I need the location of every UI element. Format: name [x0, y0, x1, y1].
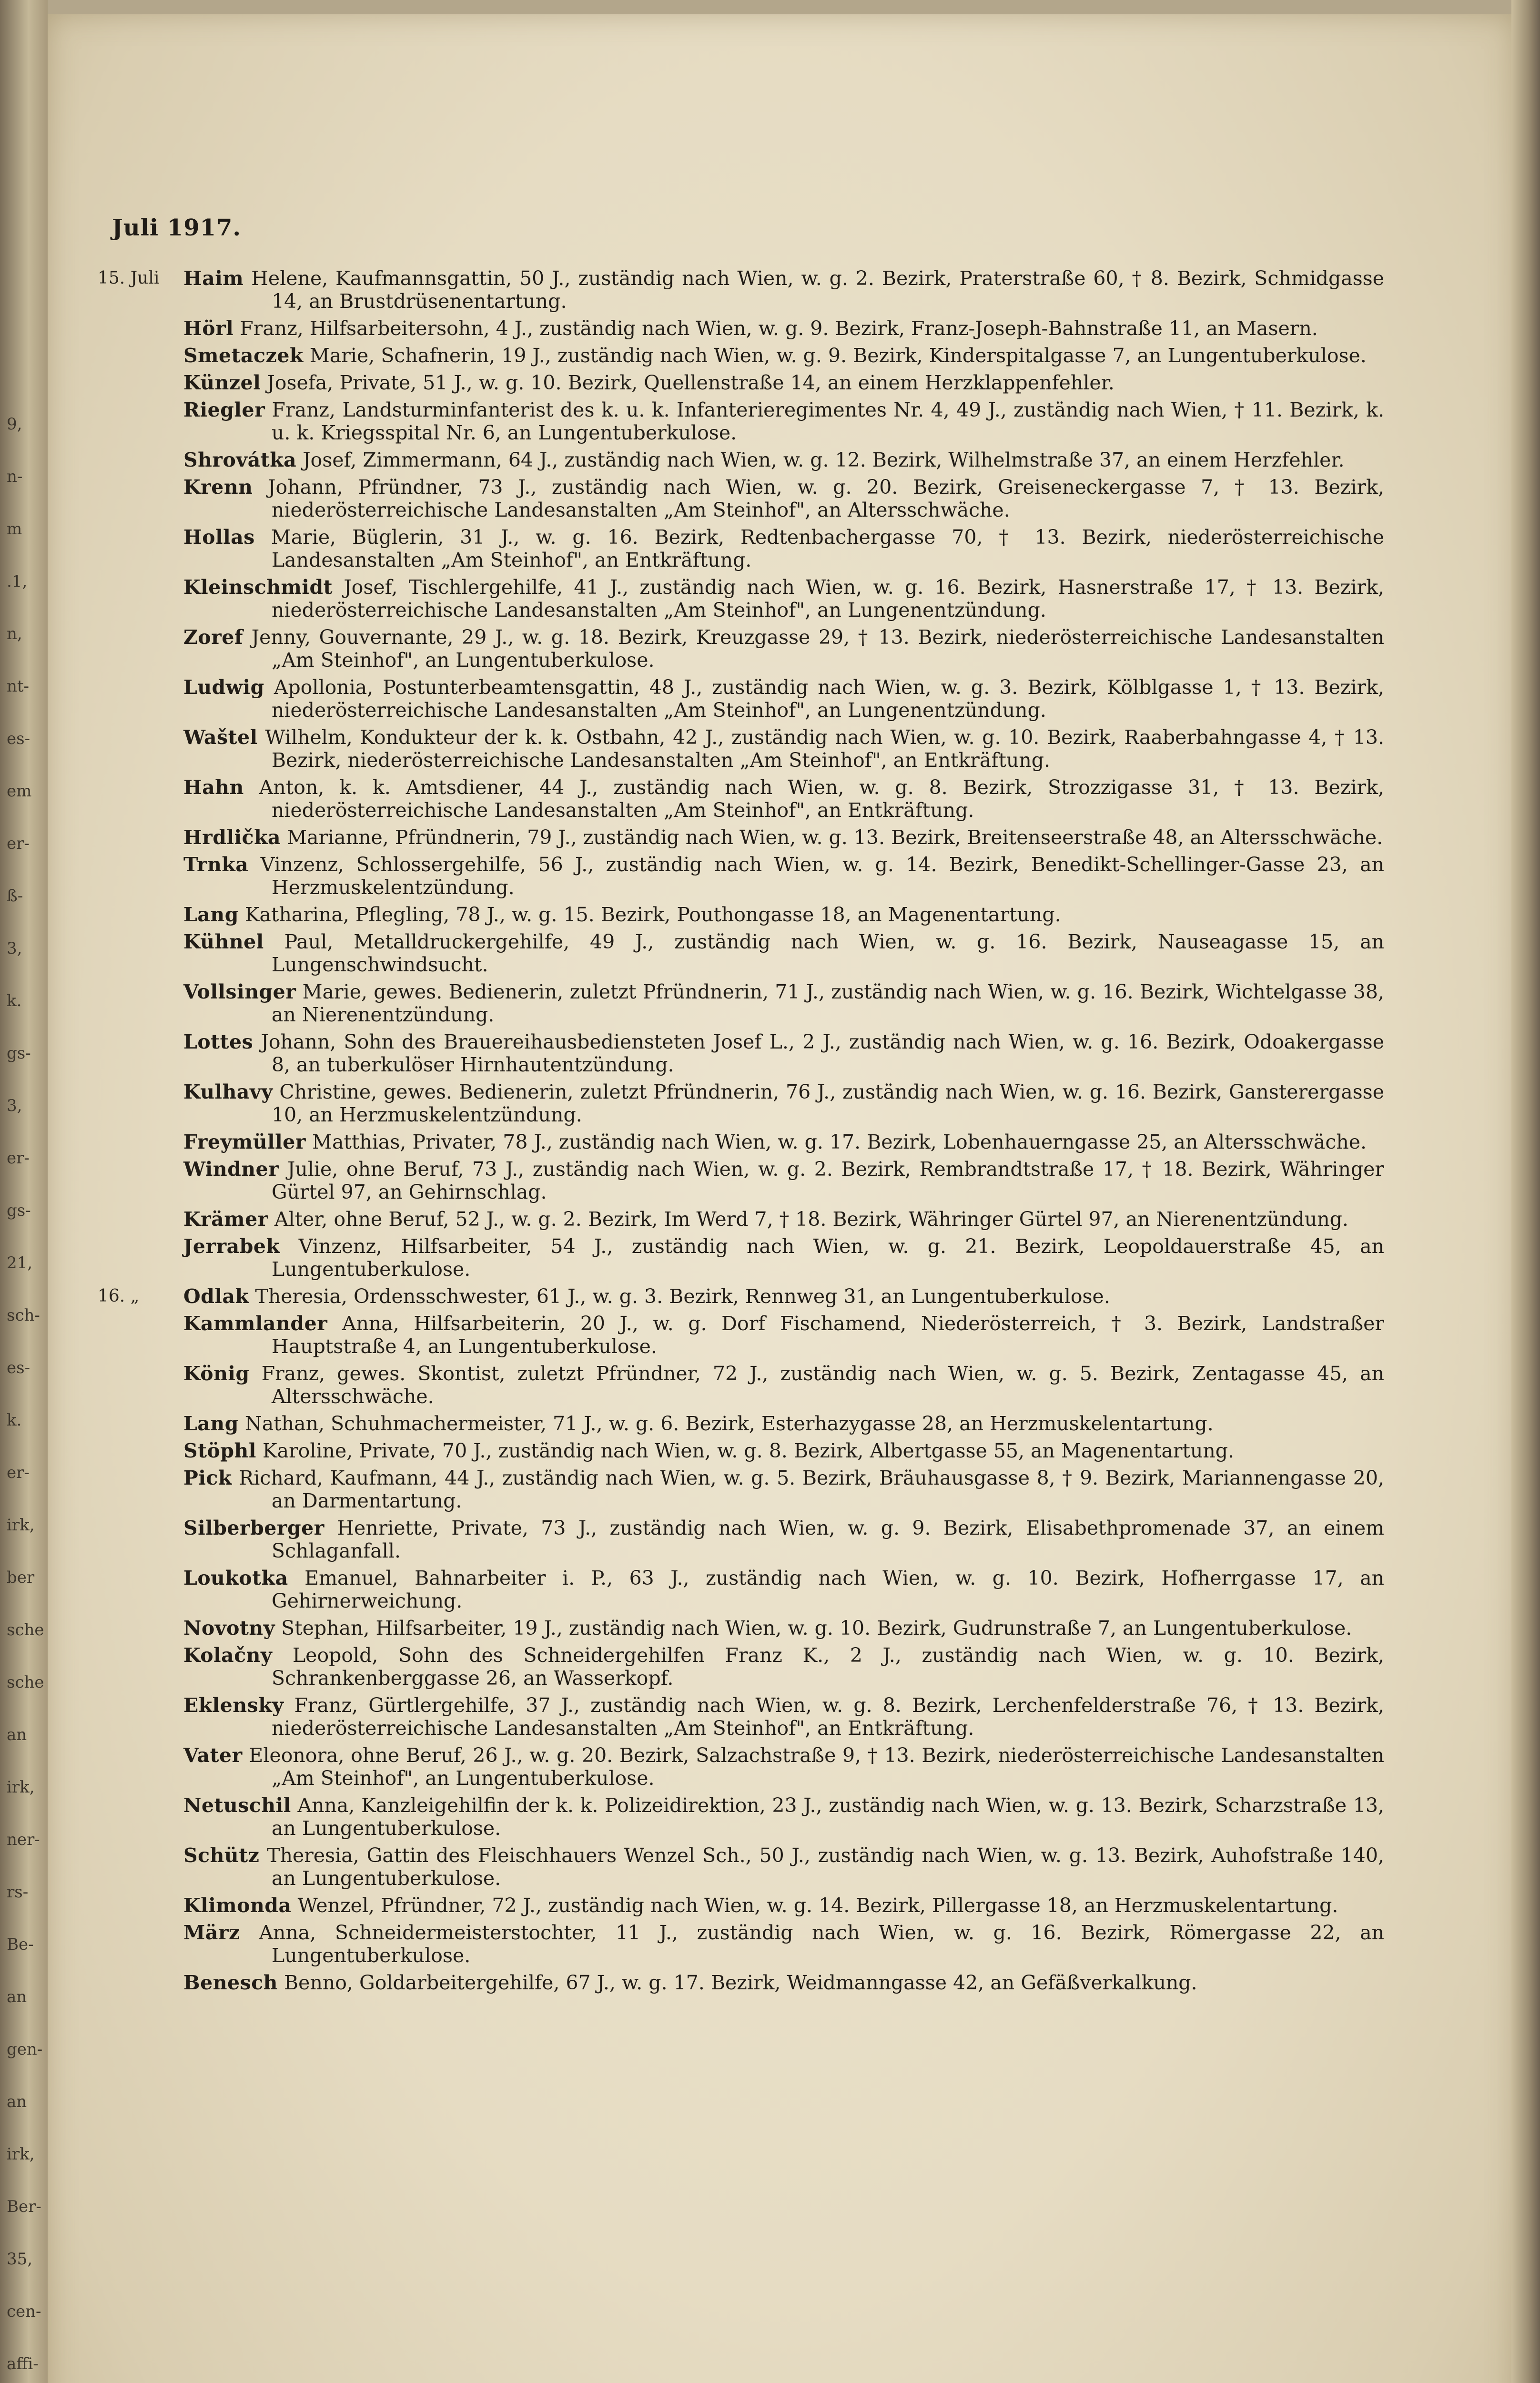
entry-surname: Kleinschmidt	[183, 576, 333, 599]
entry-date	[98, 1567, 183, 1612]
entry-text: Alter, ohne Beruf, 52 J., w. g. 2. Bezirk, Im Werd 7, † 18. Bezirk, Währinger Gürtel 97, an Nierenentzündung.	[274, 1208, 1348, 1231]
entry-text: Anna, Schneidermeisterstochter, 11 J., zuständig nach Wien, w. g. 16. Bezirk, Römergasse 22, an Lungentuberkulose.	[259, 1921, 1384, 1967]
entry-date	[98, 1744, 183, 1790]
entry-surname: Freymüller	[183, 1130, 306, 1153]
register-entry	[98, 1362, 1384, 1408]
prev-page-fragment: nt-	[7, 677, 30, 696]
prev-page-fragment: Ber-	[7, 2197, 41, 2216]
entry-text: Paul, Metalldruckergehilfe, 49 J., zuständig nach Wien, w. g. 16. Bezirk, Nauseagasse 15, an Lungenschwindsucht.	[272, 930, 1384, 976]
entry-text: Emanuel, Bahnarbeiter i. P., 63 J., zuständig nach Wien, w. g. 10. Bezirk, Hofherrgasse 17, an Gehirnerweichung.	[272, 1567, 1384, 1612]
entry-text: Apollonia, Postunterbeamtensgattin, 48 J., zuständig nach Wien, w. g. 3. Bezirk, Kölblgasse 1, † 13. Bezirk, niederösterreichische Landesanstalten „Am Steinhof", an Lungenentzündung.	[272, 676, 1384, 722]
register-entry	[98, 1617, 1384, 1640]
entry-body	[183, 1517, 1384, 1562]
entry-surname: Lottes	[183, 1030, 253, 1053]
entry-surname: Vollsinger	[183, 980, 296, 1003]
entry-body	[183, 726, 1384, 772]
prev-page-fragment: irk,	[7, 1778, 35, 1797]
entry-text: Anna, Kanzleigehilfin der k. k. Polizeidirektion, 23 J., zuständig nach Wien, w. g. 13. Bezirk, Scharzstraße 13, an Lungentuberkulose.	[272, 1794, 1384, 1840]
prev-page-fragment: sch-	[7, 1306, 40, 1325]
prev-page-fragment: sche	[7, 1620, 44, 1640]
entry-body	[183, 1617, 1384, 1640]
entry-text: Richard, Kaufmann, 44 J., zuständig nach Wien, w. g. 5. Bezirk, Bräuhausgasse 8, † 9. Bezirk, Mariannengasse 20, an Darmentartung.	[239, 1466, 1384, 1512]
entry-text: Vinzenz, Hilfsarbeiter, 54 J., zuständig nach Wien, w. g. 21. Bezirk, Leopoldauerstraße 45, an Lungentuberkulose.	[272, 1235, 1384, 1281]
register-entry	[98, 1285, 1384, 1308]
entry-body	[183, 371, 1384, 394]
prev-page-fragment: er-	[7, 1149, 30, 1168]
register-entry	[98, 1312, 1384, 1358]
entry-surname: Hörl	[183, 317, 234, 340]
entry-body	[183, 1439, 1384, 1462]
entry-date	[98, 1894, 183, 1917]
entry-text: Johann, Pfründner, 73 J., zuständig nach Wien, w. g. 20. Bezirk, Greiseneckergasse 7, † 13. Bezirk, niederösterreichische Landesanstalten „Am Steinhof", an Altersschwäche.	[268, 476, 1384, 521]
entry-date: 16. „	[98, 1286, 140, 1306]
entry-date	[98, 1030, 183, 1076]
entry-body	[183, 1362, 1384, 1408]
register-entry	[98, 1921, 1384, 1967]
entry-text: Marie, Schafnerin, 19 J., zuständig nach Wien, w. g. 9. Bezirk, Kinderspitalgasse 7, an Lungentuberkulose.	[309, 344, 1367, 367]
prev-page-fragment: Be-	[7, 1935, 34, 1954]
register-entry	[98, 371, 1384, 394]
entry-surname: Kammlander	[183, 1312, 328, 1335]
prev-page-fragment: 3,	[7, 1096, 22, 1115]
entry-surname: Zoref	[183, 626, 243, 649]
entry-date	[98, 776, 183, 822]
prev-page-fragment: sche	[7, 1673, 44, 1692]
entry-text: Marianne, Pfründnerin, 79 J., zuständig nach Wien, w. g. 13. Bezirk, Breitenseerstraße 48, an Altersschwäche.	[287, 826, 1383, 849]
register-entry	[98, 1694, 1384, 1740]
register-entry	[98, 344, 1384, 367]
entry-body	[183, 1694, 1384, 1740]
prev-page-fragment: es-	[7, 729, 30, 748]
entry-surname: Benesch	[183, 1971, 278, 1994]
register-entry	[98, 267, 1384, 313]
entry-date	[98, 1412, 183, 1435]
prev-page-fragment: m	[7, 519, 22, 539]
prev-page-fragment: er-	[7, 1463, 30, 1482]
entry-text: Nathan, Schuhmachermeister, 71 J., w. g. 6. Bezirk, Esterhazygasse 28, an Herzmuskelentartung.	[244, 1412, 1214, 1435]
entry-surname: Smetaczek	[183, 344, 304, 367]
entry-date	[98, 1794, 183, 1840]
prev-page-fragment: gs-	[7, 1044, 31, 1063]
entry-text: Josefa, Private, 51 J., w. g. 10. Bezirk, Quellenstraße 14, an einem Herzklappenfehler.	[267, 371, 1114, 394]
register-entry	[98, 1235, 1384, 1281]
register-entry	[98, 1208, 1384, 1231]
entry-body	[183, 1235, 1384, 1281]
entry-surname: Eklensky	[183, 1694, 284, 1717]
entry-surname: Novotny	[183, 1617, 275, 1640]
entry-body	[183, 930, 1384, 976]
entry-surname: Schütz	[183, 1844, 260, 1867]
prev-page-fragment: ner-	[7, 1830, 40, 1849]
entry-surname: Lang	[183, 903, 239, 926]
entry-body	[183, 1158, 1384, 1203]
entry-date	[98, 930, 183, 976]
prev-page-fragment: gen-	[7, 2040, 43, 2059]
entry-text: Josef, Tischlergehilfe, 41 J., zuständig nach Wien, w. g. 16. Bezirk, Hasnerstraße 17, † 13. Bezirk, niederösterreichische Landesanstalten „Am Steinhof", an Lungenentzündung.	[272, 576, 1384, 621]
register-entry	[98, 1080, 1384, 1126]
entry-body	[183, 344, 1384, 367]
entry-date	[98, 826, 183, 849]
entry-body	[183, 676, 1384, 722]
entry-text: Marie, gewes. Bedienerin, zuletzt Pfründnerin, 71 J., zuständig nach Wien, w. g. 16. Bezirk, Wichtelgasse 38, an Nierenentzündung.	[272, 980, 1384, 1026]
entry-surname: Hrdlička	[183, 826, 281, 849]
prev-page-fragment: es-	[7, 1358, 30, 1377]
prev-page-fragment: irk,	[7, 1516, 35, 1535]
entry-surname: Silberberger	[183, 1517, 324, 1539]
entry-text: Leopold, Sohn des Schneidergehilfen Franz K., 2 J., zuständig nach Wien, w. g. 10. Bezirk, Schrankenberggasse 26, an Wasserkopf.	[272, 1644, 1384, 1690]
entry-date	[98, 1971, 183, 1994]
entry-date	[98, 1208, 183, 1231]
entry-date	[98, 1362, 183, 1408]
entry-text: Wilhelm, Kondukteur der k. k. Ostbahn, 42 J., zuständig nach Wien, w. g. 10. Bezirk, Raaberbahngasse 4, † 13. Bezirk, niederösterreichische Landesanstalten „Am Steinhof", an Entkräftung.	[265, 726, 1384, 772]
entry-surname: Netuschil	[183, 1794, 291, 1817]
prev-page-fragment: ber	[7, 1568, 35, 1587]
register-entry	[98, 903, 1384, 926]
register-entry	[98, 1567, 1384, 1612]
entry-body	[183, 1130, 1384, 1153]
entry-body	[183, 1794, 1384, 1840]
register-entry	[98, 526, 1384, 571]
register-entry	[98, 398, 1384, 444]
entry-surname: Pick	[183, 1466, 232, 1489]
entry-text: Karoline, Private, 70 J., zuständig nach Wien, w. g. 8. Bezirk, Albertgasse 55, an Magenentartung.	[263, 1439, 1235, 1462]
entry-surname: Kolačny	[183, 1644, 273, 1667]
entry-text: Eleonora, ohne Beruf, 26 J., w. g. 20. Bezirk, Salzachstraße 9, † 13. Bezirk, niederösterreichische Landesanstalten „Am Steinhof", an Lungentuberkulose.	[249, 1744, 1384, 1790]
entry-surname: Hahn	[183, 776, 244, 799]
prev-page-fragment: 9,	[7, 415, 22, 434]
entry-date	[98, 526, 183, 571]
register-entry	[98, 317, 1384, 340]
entry-body	[183, 317, 1384, 340]
entry-text: Henriette, Private, 73 J., zuständig nach Wien, w. g. 9. Bezirk, Elisabethpromenade 37, an einem Schlaganfall.	[272, 1517, 1384, 1562]
prev-page-fragment: an	[7, 2092, 27, 2111]
entry-date	[98, 1312, 183, 1358]
register-entry	[98, 1158, 1384, 1203]
register-entry	[98, 1517, 1384, 1562]
prev-page-fragment: rs-	[7, 1883, 29, 1902]
entry-text: Franz, Landsturminfanterist des k. u. k. Infanterieregimentes Nr. 4, 49 J., zuständig nach Wien, † 11. Bezirk, k. u. k. Kriegsspital Nr. 6, an Lungentuberkulose.	[272, 398, 1384, 444]
entry-surname: Haim	[183, 267, 244, 290]
book-edge	[1511, 0, 1540, 2383]
register-entry	[98, 1844, 1384, 1890]
register-entry	[98, 448, 1384, 471]
entry-surname: Kühnel	[183, 930, 264, 953]
entry-body	[183, 1412, 1384, 1435]
entry-date	[98, 1617, 183, 1640]
entry-date	[98, 626, 183, 672]
register-entry	[98, 1794, 1384, 1840]
prev-page-fragment: 21,	[7, 1253, 33, 1273]
entry-date	[98, 980, 183, 1026]
entry-body	[183, 1080, 1384, 1126]
entry-text: Jenny, Gouvernante, 29 J., w. g. 18. Bezirk, Kreuzgasse 29, † 13. Bezirk, niederösterreichische Landesanstalten „Am Steinhof", an Lungentuberkulose.	[251, 626, 1384, 672]
register-entry	[98, 1466, 1384, 1512]
entry-body	[183, 1921, 1384, 1967]
entry-text: Stephan, Hilfsarbeiter, 19 J., zuständig nach Wien, w. g. 10. Bezirk, Gudrunstraße 7, an Lungentuberkulose.	[281, 1617, 1352, 1640]
prev-page-fragment: gs-	[7, 1201, 31, 1220]
entry-body	[183, 1567, 1384, 1612]
entry-body	[183, 853, 1384, 899]
entry-body	[183, 1312, 1384, 1358]
entry-text: Franz, Hilfsarbeitersohn, 4 J., zuständig nach Wien, w. g. 9. Bezirk, Franz-Joseph-Bahnstraße 11, an Masern.	[240, 317, 1318, 340]
prev-page-fragment: irk,	[7, 2145, 35, 2164]
entry-date	[98, 1844, 183, 1890]
entry-date	[98, 448, 183, 471]
entry-body	[183, 476, 1384, 521]
register-entry	[98, 1030, 1384, 1076]
prev-page-fragment: .1,	[7, 572, 28, 591]
entry-surname: Odlak	[183, 1285, 249, 1308]
register-entry	[98, 676, 1384, 722]
entry-date	[98, 344, 183, 367]
entry-body	[183, 398, 1384, 444]
entry-body	[183, 1894, 1384, 1917]
entry-body	[183, 1208, 1384, 1231]
prev-page-fragment: 35,	[7, 2250, 33, 2269]
register-entry	[98, 776, 1384, 822]
entry-text: Wenzel, Pfründner, 72 J., zuständig nach Wien, w. g. 14. Bezirk, Pillergasse 18, an Herzmuskelentartung.	[297, 1894, 1338, 1917]
register-entry	[98, 1744, 1384, 1790]
entry-date	[98, 1466, 183, 1512]
register-entry	[98, 476, 1384, 521]
prev-page-fragment: k.	[7, 991, 22, 1010]
prev-page-fragment: affi-	[7, 2354, 39, 2373]
entry-text: Anna, Hilfsarbeiterin, 20 J., w. g. Dorf Fischamend, Niederösterreich, † 3. Bezirk, Landstraßer Hauptstraße 4, an Lungentuberkulose.	[272, 1312, 1384, 1358]
entry-surname: März	[183, 1921, 240, 1944]
register-entry	[98, 930, 1384, 976]
entry-body	[183, 1285, 1384, 1308]
entry-body	[183, 903, 1384, 926]
entry-surname: Krämer	[183, 1208, 268, 1231]
entry-text: Anton, k. k. Amtsdiener, 44 J., zuständig nach Wien, w. g. 8. Bezirk, Strozzigasse 31, † 13. Bezirk, niederösterreichische Landesanstalten „Am Steinhof", an Entkräftung.	[259, 776, 1384, 822]
prev-page-fragment: er-	[7, 834, 30, 853]
entry-body	[183, 448, 1384, 471]
entry-date: 15. Juli	[98, 268, 160, 288]
entry-text: Helene, Kaufmannsgattin, 50 J., zuständig nach Wien, w. g. 2. Bezirk, Praterstraße 60, † 8. Bezirk, Schmidgasse 14, an Brustdrüsenentartung.	[251, 267, 1384, 313]
entry-surname: Vater	[183, 1744, 243, 1767]
entry-date	[98, 1439, 183, 1462]
entry-date	[98, 1517, 183, 1562]
register-entry	[98, 980, 1384, 1026]
prev-page-fragment: an	[7, 1725, 27, 1744]
entry-text: Theresia, Gattin des Fleischhauers Wenzel Sch., 50 J., zuständig nach Wien, w. g. 13. Bezirk, Auhofstraße 140, an Lungentuberkulose.	[267, 1844, 1384, 1890]
entry-surname: Jerrabek	[183, 1235, 280, 1258]
register-entry	[98, 1971, 1384, 1994]
entry-surname: Waštel	[183, 726, 258, 749]
prev-page-fragment: an	[7, 1987, 27, 2006]
entry-body	[183, 626, 1384, 672]
entry-date	[98, 476, 183, 521]
entry-body	[183, 1466, 1384, 1512]
register-entry	[98, 826, 1384, 849]
prev-page-fragment: em	[7, 782, 32, 801]
entry-surname: Lang	[183, 1412, 239, 1435]
register-entry	[98, 1412, 1384, 1435]
entry-body	[183, 526, 1384, 571]
entry-text: Julie, ohne Beruf, 73 J., zuständig nach Wien, w. g. 2. Bezirk, Rembrandtstraße 17, † 18. Bezirk, Währinger Gürtel 97, an Gehirnschlag.	[272, 1158, 1384, 1203]
register-entry	[98, 1439, 1384, 1462]
entry-text: Benno, Goldarbeitergehilfe, 67 J., w. g. 17. Bezirk, Weidmanngasse 42, an Gefäßverkalkung.	[284, 1971, 1197, 1994]
register-entry	[98, 853, 1384, 899]
entry-body	[183, 576, 1384, 621]
entry-date	[98, 317, 183, 340]
prev-page-fragment: cen-	[7, 2302, 41, 2321]
entry-surname: Klimonda	[183, 1894, 292, 1917]
entry-surname: Trnka	[183, 853, 249, 876]
entry-text: Johann, Sohn des Brauereihausbediensteten Josef L., 2 J., zuständig nach Wien, w. g. 16. Bezirk, Odoakergasse 8, an tuberkulöser Hirnhautentzündung.	[261, 1030, 1384, 1076]
prev-page-fragment: 3,	[7, 939, 22, 958]
entry-text: Theresia, Ordensschwester, 61 J., w. g. 3. Bezirk, Rennweg 31, an Lungentuberkulose.	[255, 1285, 1110, 1308]
entry-text: Josef, Zimmermann, 64 J., zuständig nach Wien, w. g. 12. Bezirk, Wilhelmstraße 37, an einem Herzfehler.	[303, 448, 1345, 471]
entry-body	[183, 826, 1384, 849]
register-entry	[98, 576, 1384, 621]
entry-body	[183, 1030, 1384, 1076]
entry-text: Matthias, Privater, 78 J., zuständig nach Wien, w. g. 17. Bezirk, Lobenhauerngasse 25, an Altersschwäche.	[312, 1130, 1367, 1153]
register-entry	[98, 1644, 1384, 1690]
death-register-entries	[98, 267, 1384, 1998]
entry-date	[98, 576, 183, 621]
entry-body	[183, 1971, 1384, 1994]
register-entry	[98, 1130, 1384, 1153]
entry-body	[183, 267, 1384, 313]
entry-date	[98, 1080, 183, 1126]
entry-body	[183, 776, 1384, 822]
register-entry	[98, 1894, 1384, 1917]
entry-date	[98, 1130, 183, 1153]
entry-date	[98, 676, 183, 722]
entry-surname: Windner	[183, 1158, 279, 1181]
entry-date	[98, 1921, 183, 1967]
prev-page-fragment: ß-	[7, 886, 23, 906]
entry-date	[98, 398, 183, 444]
entry-text: Christine, gewes. Bedienerin, zuletzt Pfründnerin, 76 J., zuständig nach Wien, w. g. 16. Bezirk, Gansterergasse 10, an Herzmuskelentzündung.	[272, 1080, 1384, 1126]
entry-body	[183, 1644, 1384, 1690]
entry-text: Franz, Gürtlergehilfe, 37 J., zuständig nach Wien, w. g. 8. Bezirk, Lerchenfelderstraße 76, † 13. Bezirk, niederösterreichische Landesanstalten „Am Steinhof", an Entkräftung.	[272, 1694, 1384, 1740]
entry-surname: Shrovátka	[183, 448, 297, 471]
entry-date	[98, 853, 183, 899]
entry-date	[98, 903, 183, 926]
entry-body	[183, 980, 1384, 1026]
entry-date	[98, 371, 183, 394]
entry-surname: Ludwig	[183, 676, 264, 699]
prev-page-fragment: n,	[7, 624, 22, 643]
entry-surname: König	[183, 1362, 250, 1385]
entry-date	[98, 1694, 183, 1740]
entry-surname: Loukotka	[183, 1567, 288, 1589]
entry-surname: Krenn	[183, 476, 253, 499]
entry-date	[98, 726, 183, 772]
page-header: Juli 1917.	[112, 214, 242, 241]
entry-text: Franz, gewes. Skontist, zuletzt Pfründner, 72 J., zuständig nach Wien, w. g. 5. Bezirk, Zentagasse 45, an Altersschwäche.	[261, 1362, 1384, 1408]
entry-body	[183, 1744, 1384, 1790]
entry-surname: Riegler	[183, 398, 265, 421]
entry-text: Marie, Büglerin, 31 J., w. g. 16. Bezirk, Redtenbachergasse 70, † 13. Bezirk, niederösterreichische Landesanstalten „Am Steinhof", an Entkräftung.	[271, 526, 1384, 571]
entry-text: Katharina, Pflegling, 78 J., w. g. 15. Bezirk, Pouthongasse 18, an Magenentartung.	[244, 903, 1061, 926]
entry-surname: Kulhavy	[183, 1080, 273, 1103]
previous-page-edge	[0, 0, 48, 2383]
entry-surname: Künzel	[183, 371, 261, 394]
register-entry	[98, 726, 1384, 772]
register-entry	[98, 626, 1384, 672]
entry-surname: Hollas	[183, 526, 255, 549]
entry-date	[98, 1235, 183, 1281]
prev-page-fragment: n-	[7, 467, 23, 486]
entry-date	[98, 1644, 183, 1690]
entry-surname: Stöphl	[183, 1439, 256, 1462]
book-page	[48, 14, 1515, 2383]
entry-text: Vinzenz, Schlossergehilfe, 56 J., zuständig nach Wien, w. g. 14. Bezirk, Benedikt-Schellinger-Gasse 23, an Herzmuskelentzündung.	[260, 853, 1384, 899]
prev-page-fragment: k.	[7, 1411, 22, 1430]
entry-date	[98, 1158, 183, 1203]
entry-body	[183, 1844, 1384, 1890]
